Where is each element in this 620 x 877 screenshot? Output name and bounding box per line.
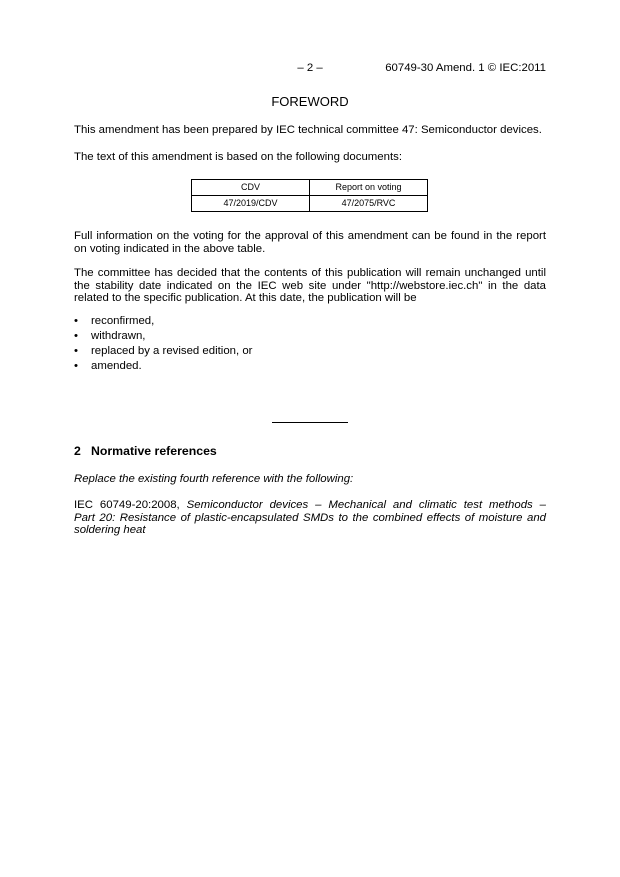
list-item-text: withdrawn, <box>91 330 146 342</box>
list-item-text: reconfirmed, <box>91 315 155 327</box>
list-item-text: replaced by a revised edition, or <box>91 345 253 357</box>
publication-outcomes-list <box>74 314 546 374</box>
voting-documents-table <box>191 179 428 212</box>
bullet-icon: • <box>74 345 78 357</box>
list-item <box>74 329 546 344</box>
bullet-icon: • <box>74 360 78 372</box>
section-number: 2 <box>74 444 81 458</box>
bullet-icon: • <box>74 315 78 327</box>
table-header-cell-report-on-voting: Report on voting <box>310 180 428 196</box>
foreword-title: FOREWORD <box>271 94 349 109</box>
page-number: – 2 – <box>297 62 323 74</box>
table-header-cell-cdv: CDV <box>192 180 310 196</box>
amendment-instruction: Replace the existing fourth reference with the following: <box>74 473 354 485</box>
documents-intro-paragraph: The text of this amendment is based on the following documents: <box>74 151 402 163</box>
table-header-row <box>192 180 428 196</box>
voting-info-paragraph: Full information on the voting for the approval of this amendment can be found in the report on voting indicated in the above table. <box>74 230 546 255</box>
list-item <box>74 314 546 329</box>
document-id: 60749-30 Amend. 1 © IEC:2011 <box>385 62 546 74</box>
table-cell-cdv-number: 47/2019/CDV <box>192 196 310 212</box>
stability-note-paragraph: The committee has decided that the contents of this publication will remain unchanged until the stability date indicated on the IEC web site under "http://webstore.iec.ch" in the data related to the specific publication. At this date, the publication will be <box>74 267 546 304</box>
reference-citation: IEC 60749-20:2008, <box>74 499 180 511</box>
foreword-intro-paragraph: This amendment has been prepared by IEC technical committee 47: Semiconductor devices. <box>74 124 542 136</box>
normative-reference-entry <box>74 499 546 537</box>
section-title: Normative references <box>91 444 217 458</box>
bullet-icon: • <box>74 330 78 342</box>
table-cell-rvc-number: 47/2075/RVC <box>310 196 428 212</box>
list-item-text: amended. <box>91 360 142 372</box>
table-row <box>192 196 428 212</box>
section-divider <box>272 422 348 423</box>
reference-title: Semiconductor devices – Mechanical and climatic test methods – Part 20: Resistance of plastic-encapsulated SMDs to the combined effects of moisture and soldering heat <box>74 499 546 536</box>
list-item <box>74 359 546 374</box>
list-item <box>74 344 546 359</box>
